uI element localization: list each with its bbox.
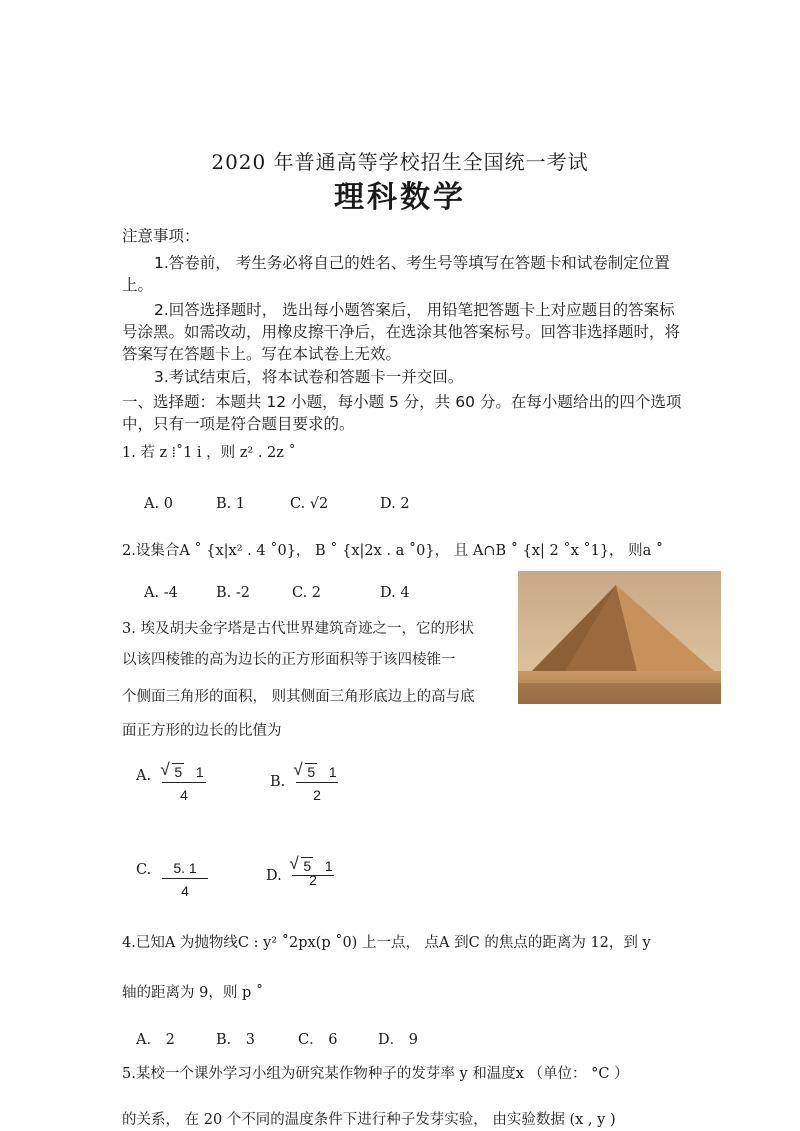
q3-option-a-fraction (162, 764, 206, 803)
q3-option-c-numerator: 5. 1 (173, 860, 197, 876)
q2-option-c: C. 2 (292, 585, 322, 601)
q4-option-a: A． 2 (136, 1032, 175, 1048)
q3-option-d-fraction (292, 858, 334, 888)
q3-stem-line-2: 以该四棱锥的高为边长的正方形面积等于该四棱锥一 (122, 652, 456, 668)
q4-stem-line-1: 4.已知A 为抛物线C : y² ˚2px(p ˚0) 上一点， 点A 到C 的焦点的距离为 12，到 y (122, 935, 651, 951)
q2-stem: 2.设集合A ˚ {x|x² . 4 ˚0}， B ˚ {x|2x . a ˚0}， 且 A∩B ˚ {x| 2 ˚x ˚1}， 则a ˚ (122, 543, 664, 559)
q3-option-b-radicand: 5 (307, 764, 316, 780)
q3-option-d-label: D. (266, 868, 282, 884)
notice-item-3: 3.考试结束后，将本试卷和答题卡一并交回。 (154, 368, 464, 386)
q2-option-d: D. 4 (380, 585, 410, 601)
q5-stem-line-2: 的关系， 在 20 个不同的温度条件下进行种子发芽实验， 由实验数据 (x , y ) (122, 1112, 616, 1128)
q3-stem-line-4: 面正方形的边长的比值为 (122, 723, 282, 739)
q3-option-a-label: A. (136, 768, 152, 784)
q3-stem-line-3: 个侧面三角形的面积， 则其侧面三角形底边上的高与底 (122, 689, 475, 705)
q3-option-d-denominator: 2 (309, 872, 317, 888)
q3-option-c-fraction (162, 860, 208, 899)
q3-option-b-tail: 1 (328, 764, 337, 780)
exam-title: 2020 年普通高等学校招生全国统一考试 (211, 150, 589, 174)
pyramid-image (518, 571, 721, 704)
q3-option-b-label: B. (270, 774, 286, 790)
q4-option-c: C． 6 (298, 1032, 338, 1048)
exam-subtitle: 理科数学 (334, 180, 466, 215)
q1-option-a: A. 0 (144, 496, 173, 512)
q4-stem-line-2: 轴的距离为 9，则 p ˚ (122, 985, 264, 1001)
q3-option-a-radicand: 5 (174, 764, 183, 780)
q2-option-a: A. -4 (144, 585, 178, 601)
q2-option-b: B. -2 (216, 585, 250, 601)
q4-option-b: B． 3 (216, 1032, 255, 1048)
q3-option-c-denominator: 4 (181, 883, 189, 899)
q3-option-b-fraction (296, 764, 338, 803)
q1-stem: 1. 若 z ⁞˚1 i ，则 z² . 2z ˚ (122, 445, 296, 461)
q3-option-a-denominator: 4 (180, 787, 188, 803)
section-heading: 一、选择题：本题共 12 小题，每小题 5 分，共 60 分。在每小题给出的四个选项中，只有一项是符合题目要求的。 (122, 393, 682, 433)
notice-item-2: 2.回答选择题时， 选出每小题答案后， 用铅笔把答题卡上对应题目的答案标号涂黑。如需改动，用橡皮擦干净后，在选涂其他答案标号。回答非选择题时，将答案写在答题卡上。写在本试卷上无效。 (122, 301, 681, 363)
q3-option-a-tail: 1 (195, 764, 204, 780)
q5-stem-line-1: 5.某校一个课外学习小组为研究某作物种子的发芽率 y 和温度x （单位： °C ） (122, 1066, 629, 1082)
q3-option-d-tail: 1 (324, 858, 333, 874)
q3-option-c-label: C. (136, 862, 152, 878)
q3-stem-line-1: 3. 埃及胡夫金字塔是古代世界建筑奇迹之一，它的形状 (122, 621, 474, 637)
q1-option-d: D. 2 (380, 496, 410, 512)
q1-option-b: B. 1 (216, 496, 246, 512)
q3-option-b-denominator: 2 (313, 787, 321, 803)
q3-option-d-radicand: 5 (303, 858, 312, 874)
q1-option-c: C. √2 (290, 496, 329, 512)
notice-item-1: 1.答卷前， 考生务必将自己的姓名、考生号等填写在答题卡和试卷制定位置上。 (122, 254, 670, 294)
q4-option-d: D． 9 (378, 1032, 418, 1048)
notice-heading: 注意事项： (122, 227, 200, 245)
